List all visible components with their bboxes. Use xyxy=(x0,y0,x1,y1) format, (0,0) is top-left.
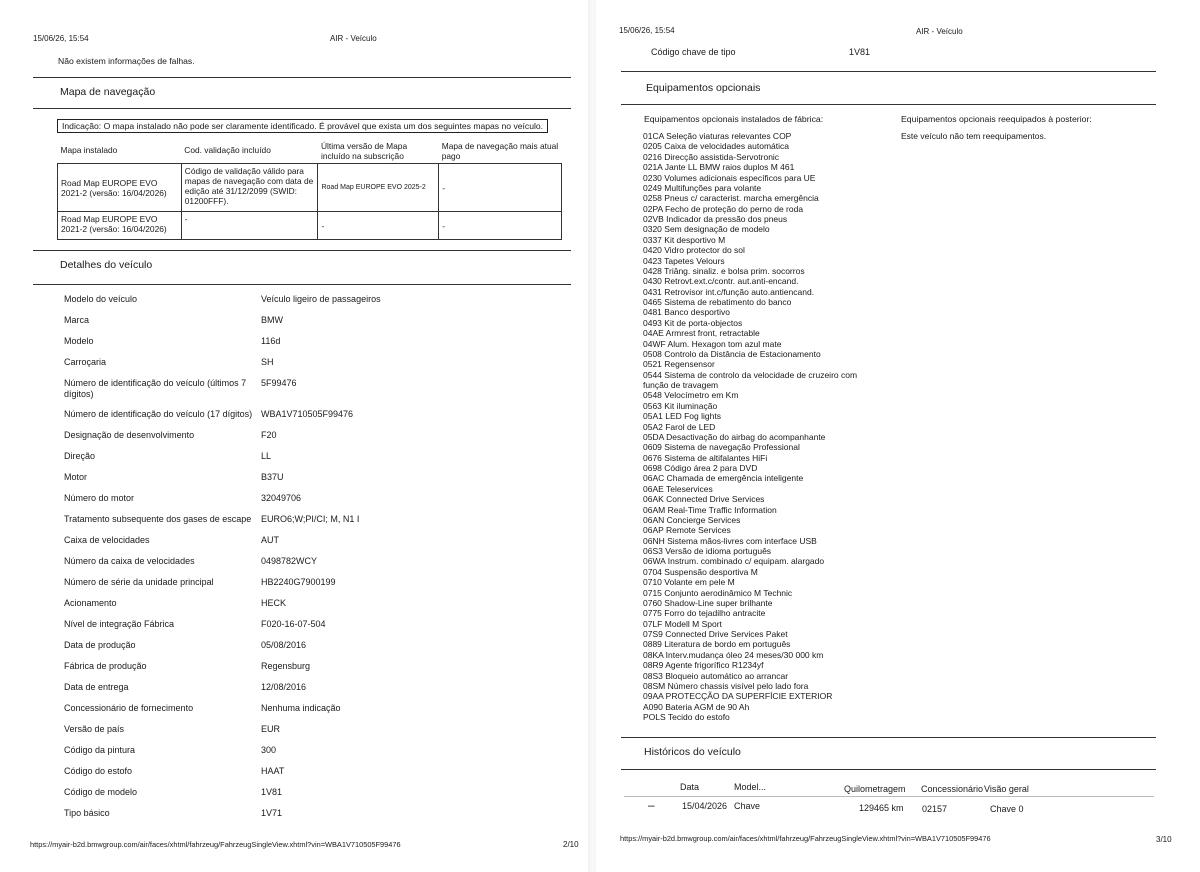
table-row xyxy=(58,164,562,212)
vehicle-detail-label: Caixa de velocidades xyxy=(64,535,150,545)
vehicle-detail-label: Modelo do veículo xyxy=(64,294,138,304)
vehicle-detail-value: EUR xyxy=(261,724,281,734)
history-column-date[interactable]: Data xyxy=(680,782,700,792)
equipment-item: 0493 Kit de porta-objectos xyxy=(643,317,743,328)
vehicle-detail-value: B37U xyxy=(261,472,284,482)
vehicle-detail-value: 116d xyxy=(261,336,281,346)
equipment-item: 0249 Multifunções para volante xyxy=(643,182,762,193)
equipment-item: 09AA PROTECÇÃO DA SUPERFÍCIE EXTERIOR xyxy=(643,691,833,702)
history-row-model: Chave xyxy=(734,801,761,811)
vehicle-detail-label: Acionamento xyxy=(64,598,117,608)
equipment-item: 06AN Concierge Services xyxy=(643,514,741,525)
equipment-item: 021A Jante LL BMW raios duplos M 461 xyxy=(643,162,795,173)
table-cell: - xyxy=(439,164,562,212)
history-row-mileage: 129465 km xyxy=(859,803,904,813)
vehicle-detail-label: Designação de desenvolvimento xyxy=(64,430,195,440)
equipment-item: 0320 Sem designação de modelo xyxy=(643,224,770,235)
header-datetime: 15/06/26, 15:54 xyxy=(619,26,675,35)
vehicle-detail-label: Motor xyxy=(64,472,88,482)
equipment-item: 04AE Armrest front, retractable xyxy=(643,328,760,339)
vehicle-detail-label: Número da caixa de velocidades xyxy=(64,556,195,566)
page-number: 2/10 xyxy=(563,840,579,849)
vehicle-history-section-title: Históricos do veículo xyxy=(644,746,741,758)
vehicle-detail-value: 05/08/2016 xyxy=(261,640,307,650)
vehicle-detail-value: SH xyxy=(261,357,274,367)
equipment-item: 06WA Instrum. combinado c/ equipam. alargado xyxy=(643,556,825,567)
vehicle-detail-value: HB2240G7900199 xyxy=(261,577,336,587)
vehicle-detail-label: Data de produção xyxy=(64,640,136,650)
equipment-item: 0698 Código área 2 para DVD xyxy=(643,463,758,473)
vehicle-details-section-title: Detalhes do veículo xyxy=(60,259,153,271)
divider xyxy=(621,769,1156,770)
equipment-item: 0710 Volante em pele M xyxy=(643,577,735,588)
equipment-item: 0258 Pneus c/ caracterist. marcha emergência xyxy=(643,193,819,204)
equipment-item: 0563 Kit iluminação xyxy=(643,400,718,411)
equipment-item: 08S3 Bloqueio automático ao arrancar xyxy=(643,670,789,681)
factory-equipment-list xyxy=(643,131,857,722)
history-row-date: 15/04/2026 xyxy=(682,801,728,811)
vehicle-detail-label: Versão de país xyxy=(64,724,125,734)
vehicle-detail-value: Regensburg xyxy=(261,661,311,671)
vehicle-detail-label: Direção xyxy=(64,451,96,461)
equipment-item: 0760 Shadow-Line super brilhante xyxy=(643,597,773,608)
history-row-overview[interactable]: Chave 0 xyxy=(990,804,1024,814)
vehicle-detail-value: Veículo ligeiro de passageiros xyxy=(261,294,381,304)
type-key-label: Código chave de tipo xyxy=(651,47,736,57)
document-page-left xyxy=(0,0,590,872)
vehicle-detail-value: Nenhuma indicação xyxy=(261,703,341,713)
equipment-item: 0337 Kit desportivo M xyxy=(643,234,726,245)
nav-map-section-title: Mapa de navegação xyxy=(60,86,156,98)
vehicle-detail-label: Marca xyxy=(64,315,90,325)
equipment-item: 0423 Tapetes Velours xyxy=(643,255,725,266)
divider xyxy=(33,284,571,285)
equipment-item: função de travagem xyxy=(643,380,719,390)
table-cell: Road Map EUROPE EVO 2021-2 (versão: 16/04/2026) xyxy=(58,164,182,212)
equipment-item: A090 Bateria AGM de 90 Ah xyxy=(643,701,750,712)
equipment-item: 06NH Sistema mãos-livres com interface USB xyxy=(643,535,817,546)
equipment-item: 0465 Sistema de rebatimento do banco xyxy=(643,297,792,307)
vehicle-detail-label: Número de série da unidade principal xyxy=(64,577,214,587)
vehicle-detail-value: F020-16-07-504 xyxy=(261,619,326,629)
vehicle-detail-value: HAAT xyxy=(261,766,285,776)
column-header: Última versão de Mapa incluído na subscrição xyxy=(318,139,439,164)
vehicle-detail-label: Tipo básico xyxy=(64,808,110,818)
vehicle-detail-label: Número de identificação do veículo (últimos 7 dígitos) xyxy=(64,378,247,399)
equipment-item: 0205 Caixa de velocidades automática xyxy=(643,141,790,152)
divider xyxy=(33,108,571,109)
equipment-item: 0775 Forro do tejadilho antracite xyxy=(643,608,766,619)
equipment-item: 01CA Seleção viaturas relevantes COP xyxy=(643,131,792,141)
nav-map-table-header xyxy=(58,139,562,164)
vehicle-detail-label: Código da pintura xyxy=(64,745,136,755)
equipment-item: 0715 Conjunto aerodinâmico M Technic xyxy=(643,587,793,598)
type-key-value: 1V81 xyxy=(849,47,871,57)
vehicle-detail-value: BMW xyxy=(261,315,283,325)
vehicle-detail-label: Carroçaria xyxy=(64,357,107,367)
vehicle-detail-value: LL xyxy=(261,451,272,461)
equipment-item: 0420 Vidro protector do sol xyxy=(643,245,745,256)
equipment-item: 0521 Regensensor xyxy=(643,359,715,370)
vehicle-detail-label: Modelo xyxy=(64,336,94,346)
equipment-item: 08R9 Agente frigorífico R1234yf xyxy=(643,660,764,671)
equipment-item: 06AE Teleservices xyxy=(643,483,713,494)
equipment-item: 06AK Connected Drive Services xyxy=(643,494,765,505)
equipment-item: 06AP Remote Services xyxy=(643,525,731,536)
vehicle-detail-value: EURO6;W;PI/CI; M, N1 I xyxy=(261,514,360,524)
divider xyxy=(624,796,1154,797)
divider xyxy=(621,71,1156,72)
table-cell: - xyxy=(439,212,562,240)
equipment-item: 0544 Sistema de controlo da velocidade de cruzeiro com xyxy=(643,369,858,380)
optional-equipment-section-title: Equipamentos opcionais xyxy=(646,82,761,94)
equipment-item: 02VB Indicador da pressão dos pneus xyxy=(643,214,788,224)
vehicle-detail-label: Código do estofo xyxy=(64,766,133,776)
vehicle-detail-value: 5F99476 xyxy=(261,378,297,388)
vehicle-detail-value: 0498782WCY xyxy=(261,556,318,566)
equipment-item: 05A2 Farol de LED xyxy=(643,421,716,432)
divider xyxy=(621,737,1156,738)
header-title: AIR - Veículo xyxy=(330,34,377,43)
equipment-item: 0508 Controlo da Distância de Estacionamento xyxy=(643,348,821,359)
vehicle-detail-value: AUT xyxy=(261,535,279,545)
history-row-dealer: 02157 xyxy=(922,804,948,814)
equipment-item: 0430 Retrovt.ext.c/contr. aut.anti-encand. xyxy=(643,276,799,287)
vehicle-detail-value: WBA1V710505F99476 xyxy=(261,409,354,419)
divider xyxy=(33,250,571,251)
vehicle-detail-label: Número de identificação do veículo (17 dígitos) xyxy=(64,409,253,419)
equipment-item: 0676 Sistema de altifalantes HiFi xyxy=(643,452,768,463)
vehicle-detail-label: Número do motor xyxy=(64,493,135,503)
equipment-item: POLS Tecido do estofo xyxy=(643,712,730,722)
header-title: AIR - Veículo xyxy=(916,27,963,36)
equipment-item: 0428 Triâng. sinaliz. e bolsa prim. socorros xyxy=(643,265,805,276)
vehicle-detail-value: 32049706 xyxy=(261,493,302,503)
factory-equipment-heading: Equipamentos opcionais instalados de fábrica: xyxy=(644,114,824,124)
equipment-item: 0431 Retrovisor int.c/função auto.antiencand. xyxy=(643,286,815,297)
table-cell: Código de validação válido para mapas de navegação com data de edição até 31/12/2099 (SWID: 01200FFF). xyxy=(181,164,318,212)
equipment-item: 0216 Direcção assistida-Servotronic xyxy=(643,151,780,162)
equipment-item: 06AC Chamada de emergência inteligente xyxy=(643,473,804,484)
history-column-mileage[interactable]: Quilometragem xyxy=(844,784,906,794)
no-faults-text: Não existem informações de falhas. xyxy=(58,56,195,66)
equipment-item: 04WF Alum. Hexagon tom azul mate xyxy=(643,338,782,349)
equipment-item: 07LF Modell M Sport xyxy=(643,618,722,629)
equipment-item: 02PA Fecho de proteção do perno de roda xyxy=(643,203,804,214)
equipment-item: 06S3 Versão de idioma português xyxy=(643,546,772,556)
equipment-item: 06AM Real-Time Traffic Information xyxy=(643,504,777,515)
history-column-overview[interactable]: Visão geral xyxy=(984,784,1029,794)
equipment-item: 0548 Velocímetro em Km xyxy=(643,390,739,401)
equipment-item: 0609 Sistema de navegação Professional xyxy=(643,442,800,453)
equipment-item: 07S9 Connected Drive Services Paket xyxy=(643,629,788,639)
divider xyxy=(33,77,571,78)
equipment-item: 05A1 LED Fog lights xyxy=(643,411,721,422)
nav-map-table xyxy=(57,139,562,240)
history-row-collapse-toggle[interactable]: – xyxy=(648,798,655,812)
header-datetime: 15/06/26, 15:54 xyxy=(33,34,89,43)
nav-map-notice: Indicação: O mapa instalado não pode ser claramente identificado. É provável que exista um dos seguintes mapas no veículo. xyxy=(57,119,548,133)
column-header: Mapa instalado xyxy=(58,139,182,164)
vehicle-detail-label: Fábrica de produção xyxy=(64,661,147,671)
retrofit-equipment-heading: Equipamentos opcionais reequipados à posterior: xyxy=(901,114,1092,124)
table-cell: - xyxy=(181,212,318,240)
footer-url: https://myair-b2d.bmwgroup.com/air/faces/xhtml/fahrzeug/FahrzeugSingleView.xhtml?vin=WBA1V710505F99476 xyxy=(30,840,401,849)
vehicle-detail-label: Concessionário de fornecimento xyxy=(64,703,194,713)
table-cell: Road Map EUROPE EVO 2021-2 (versão: 16/04/2026) xyxy=(58,212,182,240)
footer-url: https://myair-b2d.bmwgroup.com/air/faces/xhtml/fahrzeug/FahrzeugSingleView.xhtml?vin=WBA1V710505F99476 xyxy=(620,834,991,843)
vehicle-detail-value: 300 xyxy=(261,745,277,755)
vehicle-detail-label: Data de entrega xyxy=(64,682,129,692)
vehicle-detail-value: 1V71 xyxy=(261,808,283,818)
history-column-model[interactable]: Model... xyxy=(734,782,767,792)
equipment-item: 0889 Literatura de bordo em português xyxy=(643,639,791,650)
table-cell: Road Map EUROPE EVO 2025-2 xyxy=(318,164,439,212)
equipment-item: 0230 Volumes adicionais específicos para UE xyxy=(643,172,816,183)
vehicle-detail-value: F20 xyxy=(261,430,277,440)
divider xyxy=(621,104,1156,105)
column-header: Cod. validação incluído xyxy=(181,139,318,164)
column-header: Mapa de navegação mais atual pago xyxy=(439,139,562,164)
equipment-item: 0704 Suspensão desportiva M xyxy=(643,566,758,577)
vehicle-detail-label: Código de modelo xyxy=(64,787,138,797)
vehicle-detail-value: HECK xyxy=(261,598,287,608)
document-page-right xyxy=(596,0,1200,872)
equipment-item: 08KA Interv.mudança óleo 24 meses/30 000 km xyxy=(643,649,824,660)
equipment-item: 0481 Banco desportivo xyxy=(643,307,730,318)
table-cell: - xyxy=(318,212,439,240)
vehicle-detail-label: Nível de integração Fábrica xyxy=(64,619,175,629)
equipment-item: 08SM Número chassis visível pelo lado fora xyxy=(643,680,809,691)
history-column-dealer[interactable]: Concessionário xyxy=(921,784,984,794)
vehicle-detail-value: 1V81 xyxy=(261,787,283,797)
retrofit-equipment-text: Este veículo não tem reequipamentos. xyxy=(901,131,1047,141)
vehicle-detail-label: Tratamento subsequente dos gases de escape xyxy=(64,514,252,524)
equipment-item: 05DA Desactivação do airbag do acompanhante xyxy=(643,431,826,442)
table-row xyxy=(58,212,562,240)
vehicle-detail-value: 12/08/2016 xyxy=(261,682,307,692)
page-number: 3/10 xyxy=(1156,835,1172,844)
